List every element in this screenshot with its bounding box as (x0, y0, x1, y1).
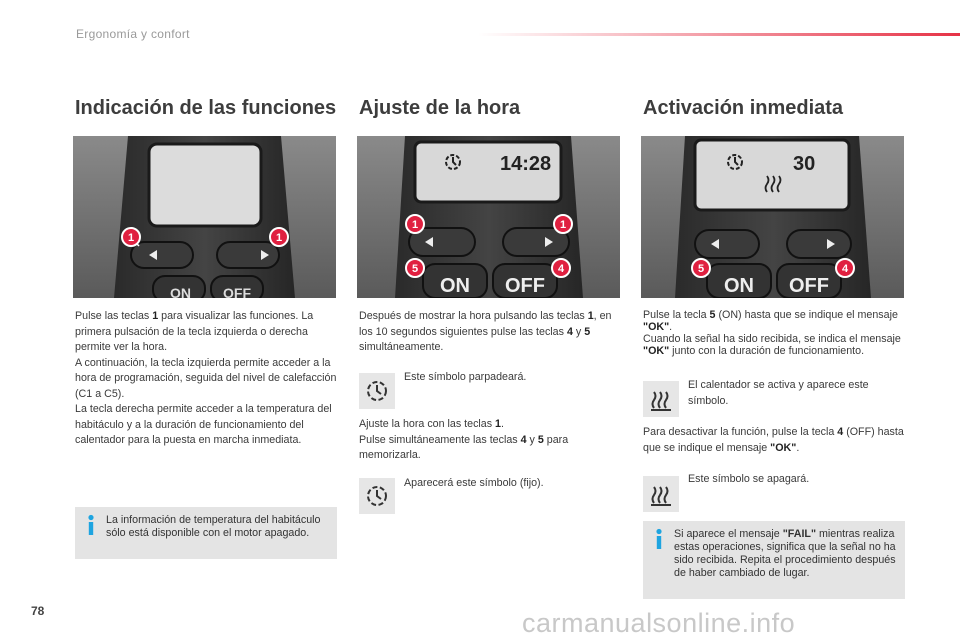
photo-on-label: ON (440, 275, 470, 297)
col2-body-1: Después de mostrar la hora pulsando las teclas 1, en los 10 segundos siguientes pulse las teclas 4 y 5 simultáneamente. (359, 310, 612, 353)
col2-symbol2-text: Aparecerá este símbolo (fijo). (404, 477, 544, 489)
marker-4: 4 (841, 263, 849, 275)
marker-5: 5 (697, 263, 705, 275)
col3-symbol2-text: Este símbolo se apagará. (688, 473, 810, 485)
heater-off-symbol (643, 476, 679, 512)
info-icon (84, 514, 98, 536)
page-number: 78 (31, 604, 45, 618)
header-accent-line (478, 33, 960, 36)
col3-info-text: Si aparece el mensaje "FAIL" mientras realiza estas operaciones, significa que la señal no ha sido recibida. Repita el procedimiento después de haber cambiado de lugar. (674, 528, 896, 579)
marker-1-right: 1 (559, 219, 567, 231)
marker-1-left: 1 (411, 219, 419, 231)
col3-body-2: Para desactivar la función, pulse la tecla 4 (OFF) hasta que se indique el mensaje "OK". (643, 426, 904, 454)
display-value: 30 (793, 153, 816, 175)
clock-icon (359, 373, 395, 409)
remote-photo-functions (73, 136, 336, 298)
col2-body-2: Ajuste la hora con las teclas 1. Pulse simultáneamente las teclas 4 y 5 para memorizarla. (359, 418, 569, 461)
svg-text:ON: ON (170, 285, 191, 298)
marker-5: 5 (411, 263, 419, 275)
section-header: Ergonomía y confort (76, 27, 190, 41)
photo-off-label: OFF (789, 275, 829, 297)
marker-4: 4 (557, 263, 565, 275)
remote-photo-time (357, 136, 620, 298)
col1-info-box (75, 507, 337, 559)
photo-off-label: OFF (505, 275, 545, 297)
col2-symbol1-text: Este símbolo parpadeará. (404, 371, 527, 383)
col3-info-box (643, 521, 905, 599)
info-icon (652, 528, 666, 550)
heater-icon (643, 381, 679, 417)
display-time: 14:28 (500, 153, 552, 175)
col1-info-text: La información de temperatura del habitáculo sólo está disponible con el motor apagado. (106, 514, 321, 539)
col3-title: Activación inmediata (643, 97, 844, 119)
marker-1-left: 1 (127, 232, 135, 244)
photo-on-label: ON (724, 275, 754, 297)
heater-icon (643, 476, 679, 512)
col2-title: Ajuste de la hora (359, 97, 521, 119)
col1-title: Indicación de las funciones (75, 97, 337, 119)
col3-symbol1-text: El calentador se activa y aparece este símbolo. (688, 379, 869, 407)
remote-photo-immediate (641, 136, 904, 298)
svg-text:OFF: OFF (223, 285, 251, 298)
col1-body: Pulse las teclas 1 para visualizar las funciones. La primera pulsación de la tecla izquierda o derecha permite ver la hora. A continuación, la tecla izquierda permite acceder a la hora de programación, seguida del nivel de calefacción (C1 a C5). La tecla derecha permite acceder a la temperatura del habitáculo y a la duración de funcionamiento del calentador para la puesta en marcha inmediata. (75, 310, 337, 446)
col3-body-1: Pulse la tecla 5 (ON) hasta que se indique el mensaje "OK". Cuando la señal ha sido recibida, se indica el mensaje "OK" junto con la duración de funcionamiento. (643, 309, 901, 357)
clock-blink-symbol (359, 373, 395, 409)
marker-1-right: 1 (275, 232, 283, 244)
clock-fixed-symbol (359, 478, 395, 514)
watermark: carmanualsonline.info (522, 608, 796, 638)
heater-on-symbol (643, 381, 679, 417)
clock-icon (359, 478, 395, 514)
